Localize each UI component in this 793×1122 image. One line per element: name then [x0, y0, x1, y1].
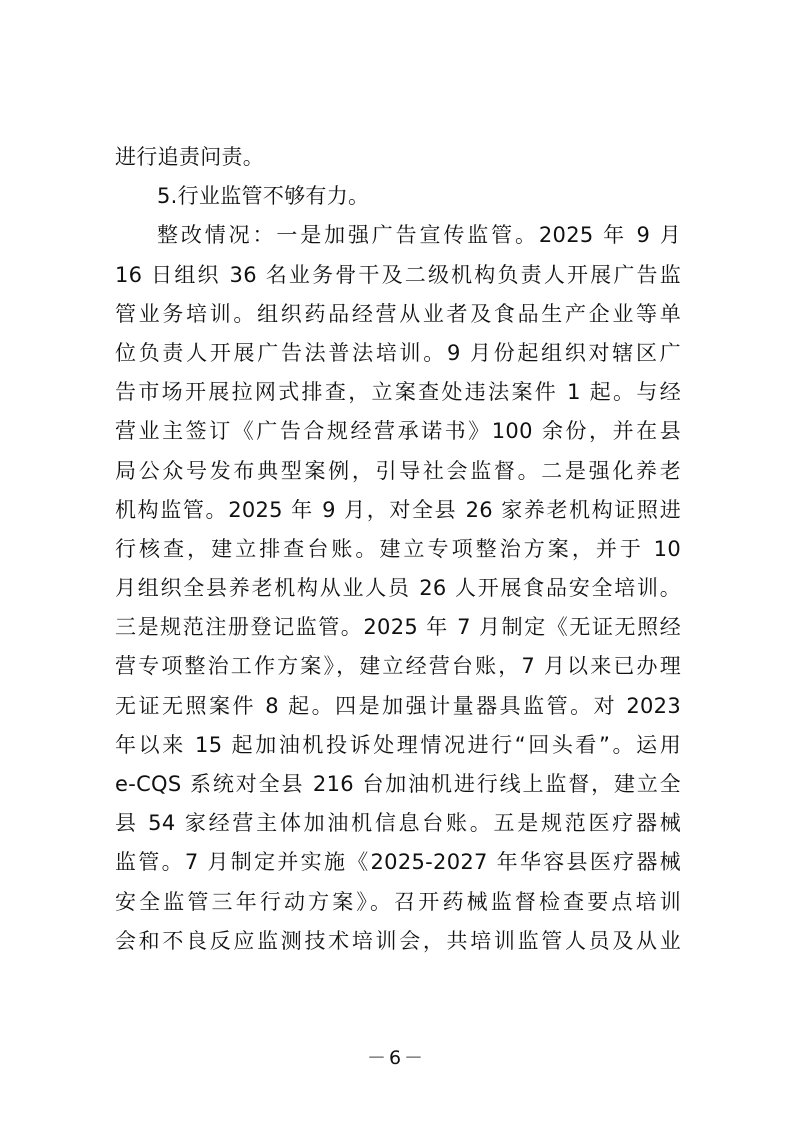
text-line: 告市场开展拉网式排查，立案查处违法案件 1 起。与经 — [115, 380, 681, 405]
text-line: 16 日组织 36 名业务骨干及二级机构负责人开展广告监 — [115, 262, 681, 287]
text-line: 机构监管。2025 年 9 月，对全县 26 家养老机构证照进 — [115, 497, 681, 522]
text-line: 进行追责问责。 — [115, 145, 265, 169]
page-number: －6－ — [366, 1047, 427, 1069]
section-heading: 5.行业监管不够有力。 — [157, 184, 370, 209]
text-line: 位负责人开展广告法普法培训。9 月份起组织对辖区广 — [115, 340, 681, 365]
text-line: 三是规范注册登记监管。2025 年 7 月制定《无证无照经 — [115, 615, 681, 640]
text-line: 行核查，建立排查台账。建立专项整治方案，并于 10 — [115, 536, 681, 561]
text-line: 无证无照案件 8 起。四是加强计量器具监管。对 2023 — [115, 693, 681, 718]
text-line: 监管。7 月制定并实施《2025-2027 年华容县医疗器械 — [115, 850, 681, 875]
text-line: 整改情况：一是加强广告宣传监管。2025 年 9 月 — [157, 223, 681, 248]
text-line: e-CQS 系统对全县 216 台加油机进行线上监督，建立全 — [115, 772, 681, 796]
text-line: 县 54 家经营主体加油机信息台账。五是规范医疗器械 — [115, 811, 681, 836]
body-text — [115, 138, 681, 961]
text-line: 营专项整治工作方案》，建立经营台账，7 月以来已办理 — [115, 654, 681, 679]
text-line: 年以来 15 起加油机投诉处理情况进行“回头看”。运用 — [115, 732, 681, 757]
text-line: 管业务培训。组织药品经营从业者及食品生产企业等单 — [115, 301, 681, 326]
text-line: 营业主签订《广告合规经营承诺书》100 余份，并在县 — [115, 419, 681, 444]
text-line: 月组织全县养老机构从业人员 26 人开展食品安全培训。 — [115, 576, 681, 601]
text-line: 安全监管三年行动方案》。召开药械监督检查要点培训 — [115, 889, 681, 914]
text-line: 局公众号发布典型案例，引导社会监督。二是强化养老 — [115, 458, 681, 483]
text-line: 会和不良反应监测技术培训会，共培训监管人员及从业 — [115, 928, 681, 953]
